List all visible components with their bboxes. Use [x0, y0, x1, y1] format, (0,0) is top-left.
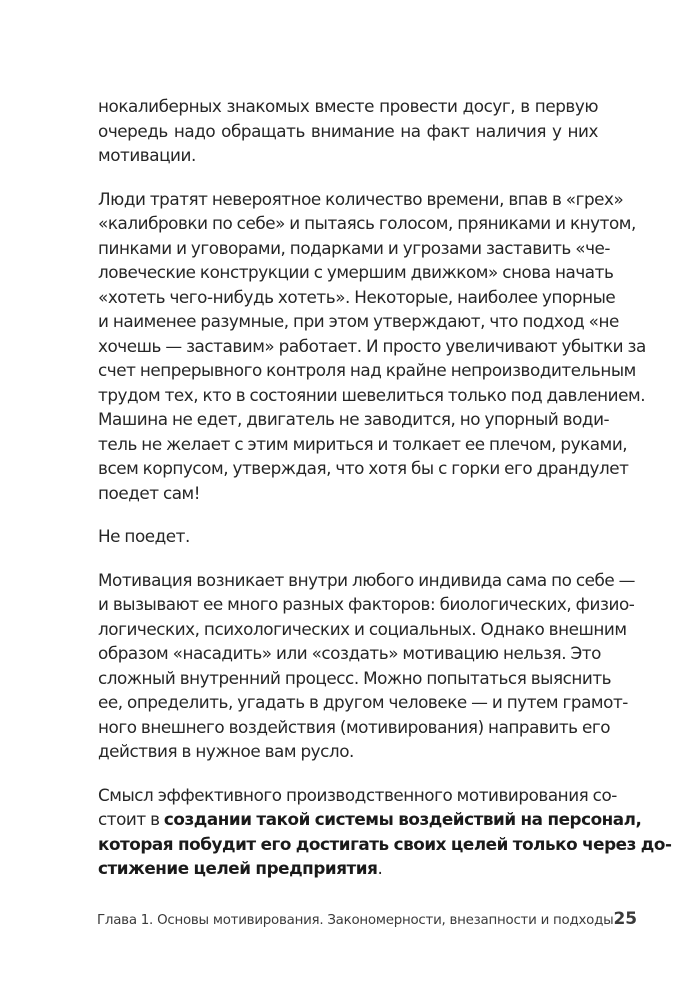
text-line: логических, психологических и социальных. Однако внешним — [98, 618, 627, 639]
text-line: Машина не едет, двигатель не заводится, но упорный води- — [98, 409, 610, 429]
emphasis-text: которая побудит его достигать своих целей только через до- — [98, 833, 672, 854]
text-line: «калибровки по себе» и пытаясь голосом, пряниками и кнутом, — [98, 213, 636, 233]
text-line: Люди тратят невероятное количество времени, впав в «грех» — [98, 188, 624, 209]
text-run: . — [377, 858, 383, 878]
page-footer — [97, 909, 638, 929]
text-line: счет непрерывного контроля над крайне непроизводительным — [98, 360, 636, 380]
text-line — [98, 807, 642, 832]
text-line: очередь надо обращать внимание на факт наличия у них — [98, 120, 598, 141]
paragraph-1 — [98, 94, 598, 168]
running-head: Глава 1. Основы мотивирования. Закономерности, внезапности и подходы — [97, 913, 614, 928]
text-line: сложный внутренний процесс. Можно попытаться выяснить — [98, 667, 612, 688]
text-line: хочешь — заставим» работает. И просто увеличивают убытки за — [98, 335, 646, 356]
text-line: действия в нужное вам русло. — [98, 741, 354, 761]
text-line: всем корпусом, утверждая, что хотя бы с горки его драндулет — [98, 458, 629, 478]
text-line: поедет сам! — [98, 482, 201, 503]
text-line: тель не желает с этим мириться и толкает ее плечом, руками, — [98, 433, 628, 454]
paragraph-4 — [98, 568, 635, 764]
text-line: Не поедет. — [98, 526, 190, 546]
text-line — [98, 783, 617, 808]
body-text — [98, 94, 672, 900]
text-line — [98, 856, 598, 881]
text-line: ного внешнего воздействия (мотивирования) направить его — [98, 716, 611, 737]
text-line: ловеческие конструкции с умершим движком» снова начать — [98, 262, 614, 282]
text-line: «хотеть чего-нибудь хотеть». Некоторые, наиболее упорные — [98, 286, 616, 307]
paragraph-3 — [98, 524, 598, 549]
emphasis-text: стижение целей предприятия — [98, 858, 378, 878]
text-line: Мотивация возникает внутри любого индивида сама по себе — — [98, 569, 635, 590]
text-line: нокалиберных знакомых вместе провести досуг, в первую — [98, 96, 598, 116]
text-line: трудом тех, кто в состоянии шевелиться только под давлением. — [98, 384, 646, 405]
text-line: мотивации. — [98, 145, 196, 165]
paragraph-2 — [98, 187, 646, 506]
text-line — [98, 832, 672, 857]
paragraph-5 — [98, 783, 672, 881]
text-run: стоит в — [98, 809, 164, 829]
page-number: 25 — [613, 909, 638, 929]
emphasis-text: создании такой системы воздействий на персонал, — [163, 809, 642, 829]
text-run: Смысл эффективного производственного мотивирования со- — [98, 784, 617, 805]
text-line: образом «насадить» или «создать» мотивацию нельзя. Это — [98, 643, 601, 663]
text-line: и наименее разумные, при этом утверждают, что подход «не — [98, 311, 619, 331]
text-line: пинками и уговорами, подарками и угрозами заставить «че- — [98, 237, 611, 258]
text-line: и вызывают ее много разных факторов: биологических, физио- — [98, 594, 635, 614]
text-line: ее, определить, угадать в другом человеке — и путем грамот- — [98, 692, 628, 712]
